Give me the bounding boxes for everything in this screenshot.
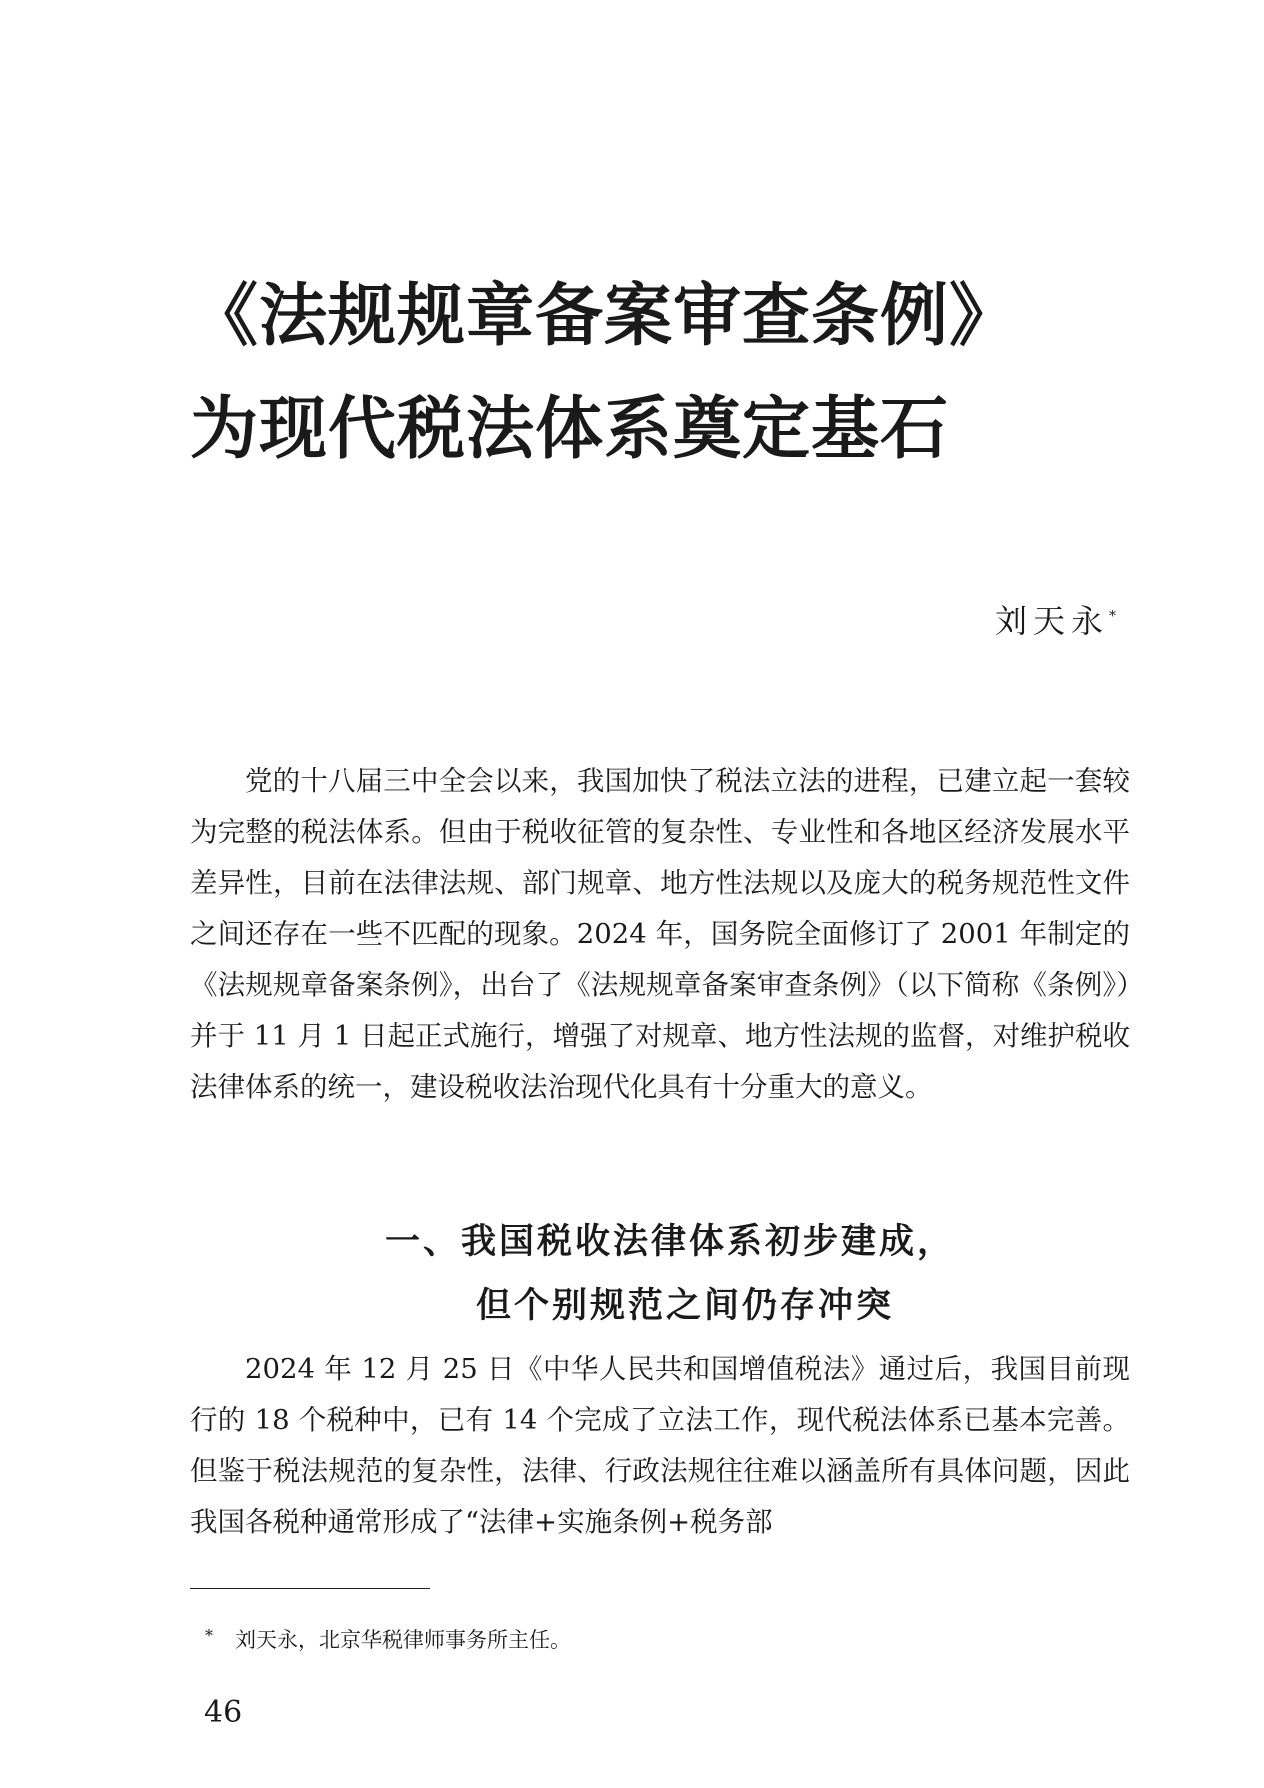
page-number: 46 <box>204 1695 243 1730</box>
author <box>995 596 1116 642</box>
paragraph-section-1: 2024 年 12 月 25 日《中华人民共和国增值税法》通过后，我国目前现行的 18 个税种中，已有 14 个完成了立法工作，现代税法体系已基本完善。但鉴于税法规范的复杂性，法律、行政法规往往难以涵盖所有具体问题，因此我国各税种通常形成了“法律+实施条例+税务部 <box>190 1353 1130 1538</box>
paragraph-intro: 党的十八届三中全会以来，我国加快了税法立法的进程，已建立起一套较为完整的税法体系。但由于税收征管的复杂性、专业性和各地区经济发展水平差异性，目前在法律法规、部门规章、地方性法规以及庞大的税务规范性文件之间还存在一些不匹配的现象。2024 年，国务院全面修订了 2001 年制定的《法规规章备案条例》，出台了《法规规章备案审查条例》（以下简称《条例》）并于 11 月 1 日起正式施行，增强了对规章、地方性法规的监督，对维护税收法律体系的统一，建设税收法治现代化具有十分重大的意义。 <box>190 765 1130 1103</box>
section-heading <box>190 1210 1130 1338</box>
section-heading-line1: 一、我国税收法律体系初步建成， <box>384 1222 955 1262</box>
footnote-text: 刘天永，北京华税律师事务所主任。 <box>235 1628 571 1652</box>
article-title-line1: 《法规规章备案审查条例》 <box>190 276 1019 356</box>
footnote-mark: * <box>205 1626 213 1645</box>
author-footnote-mark: * <box>1109 608 1117 625</box>
author-name: 刘天永 <box>995 602 1110 640</box>
section-heading-line2: 但个别规范之间仍存冲突 <box>475 1286 894 1326</box>
footnote <box>205 1624 571 1654</box>
article-title-line2: 为现代税法体系奠定基石 <box>190 389 950 469</box>
footnote-divider <box>190 1588 430 1589</box>
